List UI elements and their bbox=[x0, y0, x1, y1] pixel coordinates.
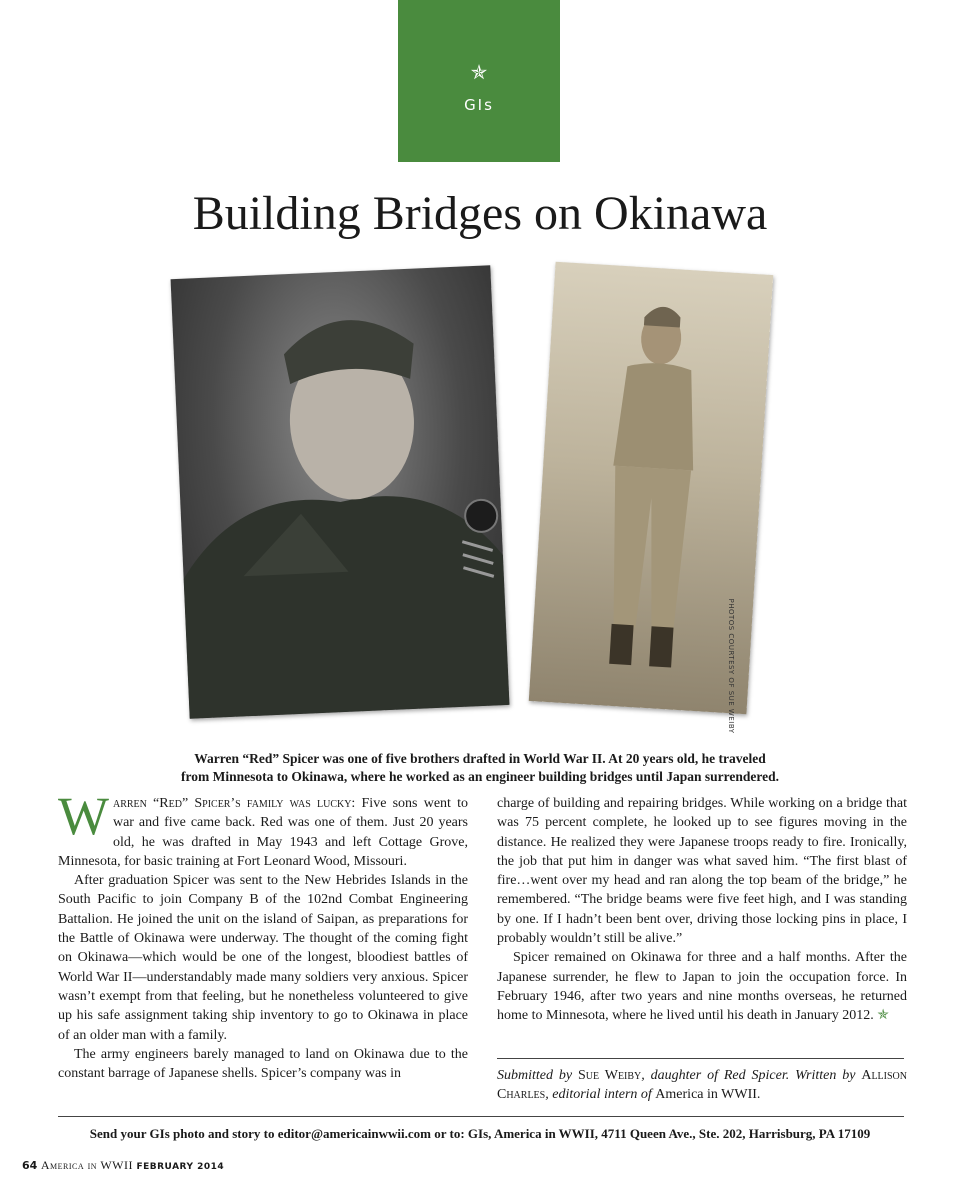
star-icon: ✯ bbox=[470, 60, 488, 84]
article-column-left bbox=[58, 786, 469, 1083]
magazine-suffix: in WWII. bbox=[703, 1087, 761, 1102]
submitter-relation: , daughter of Red Spicer. Written by bbox=[641, 1068, 862, 1083]
paragraph-1 bbox=[58, 786, 469, 871]
paragraph-4-text: Spicer remained on Okinawa for three and a half months. After the Japanese surrender, he flew to Japan to join the occupation force. In February 1946, after two years and nine months overseas, he returned home to Minnesota, where he lived until his death in January 2012. bbox=[497, 950, 907, 1024]
writer-name: Allison Charles bbox=[497, 1068, 907, 1102]
paragraph-2: After graduation Spicer was sent to the New Hebrides Islands in the South Pacific to join Company B of the 102nd Combat Engineering Battalion. He joined the unit on the island of Saipan, as preparations for the Battle of Okinawa were underway. The thought of the coming fight on Okinawa—which would be one of the longest, bloodiest battles of World War II—understandably made many soldiers very anxious. Spicer wasn’t exempt from that feeling, but he nonetheless volunteered to give up his safe assignment taking ship inventory to go to Okinawa in place of an older man with a family. bbox=[58, 873, 468, 1043]
page-folio bbox=[22, 1158, 224, 1173]
submitter-name: Sue Weiby bbox=[577, 1068, 642, 1083]
magazine-name: America bbox=[655, 1087, 704, 1102]
page-number: 64 bbox=[22, 1159, 38, 1172]
portrait-photo bbox=[171, 265, 510, 719]
standing-soldier-photo bbox=[529, 262, 773, 714]
lead-in: arren “Red” Spicer’s family was lucky: bbox=[112, 796, 356, 811]
article-title: Building Bridges on Okinawa bbox=[192, 187, 768, 240]
portrait-photo-image bbox=[171, 265, 510, 719]
paragraph-3-continued: charge of building and repairing bridges. While working on a bridge that was 75 percent complete, he looked up to see figures moving in the distance. He realized they were Japanese troops ready to fire. Ironically, the job that put him in danger was what saved him. “The first blast of fire…went over my head and ran along the top beam of the bridge,” he remembered. “The bridge beams were five feet high, and I was standing by one. If I hadn’t been bent over, driving those locking pins in place, I probably wouldn’t still be alive.” bbox=[497, 796, 907, 947]
section-tab bbox=[398, 0, 560, 162]
standing-soldier-photo-image bbox=[529, 262, 773, 714]
paragraph-1-text: Five sons went to war and five came back. Red was one of them. Just 20 years old, he was drafted in May 1943 and left Cottage Grove, Minnesota, for basic training at Fort Leonard Wood, Missouri. bbox=[58, 796, 469, 869]
end-star-icon: ✯ bbox=[877, 1008, 889, 1024]
footer-divider bbox=[58, 1116, 904, 1117]
section-label: GIs bbox=[464, 96, 494, 114]
paragraph-4 bbox=[497, 948, 907, 1025]
drop-cap: W bbox=[58, 786, 109, 846]
caption-line-2: from Minnesota to Okinawa, where he worked as an engineer building bridges until Japan surrendered. bbox=[180, 769, 780, 784]
folio-magazine: America in WWII bbox=[40, 1158, 133, 1172]
caption-line-1: Warren “Red” Spicer was one of five brothers drafted in World War II. At 20 years old, he traveled bbox=[194, 751, 766, 766]
submission-credit bbox=[497, 1066, 907, 1104]
submitted-by: Submitted by bbox=[497, 1068, 578, 1083]
paragraph-3: The army engineers barely managed to land on Okinawa due to the constant barrage of Japanese shells. Spicer’s company was in bbox=[58, 1046, 468, 1082]
folio-issue: FEBRUARY 2014 bbox=[136, 1162, 225, 1172]
article-column-right bbox=[497, 794, 907, 1026]
writer-role: , editorial intern of bbox=[545, 1087, 656, 1102]
submission-divider bbox=[497, 1058, 904, 1059]
submission-instructions: Send your GIs photo and story to editor@americainwwii.com or to: GIs, America in WWII, 4711 Queen Ave., Ste. 202, Harrisburg, PA 17109 bbox=[89, 1126, 871, 1141]
photo-credit: PHOTOS COURTESY OF SUE WEIBY bbox=[727, 598, 735, 734]
photo-caption bbox=[150, 750, 810, 786]
